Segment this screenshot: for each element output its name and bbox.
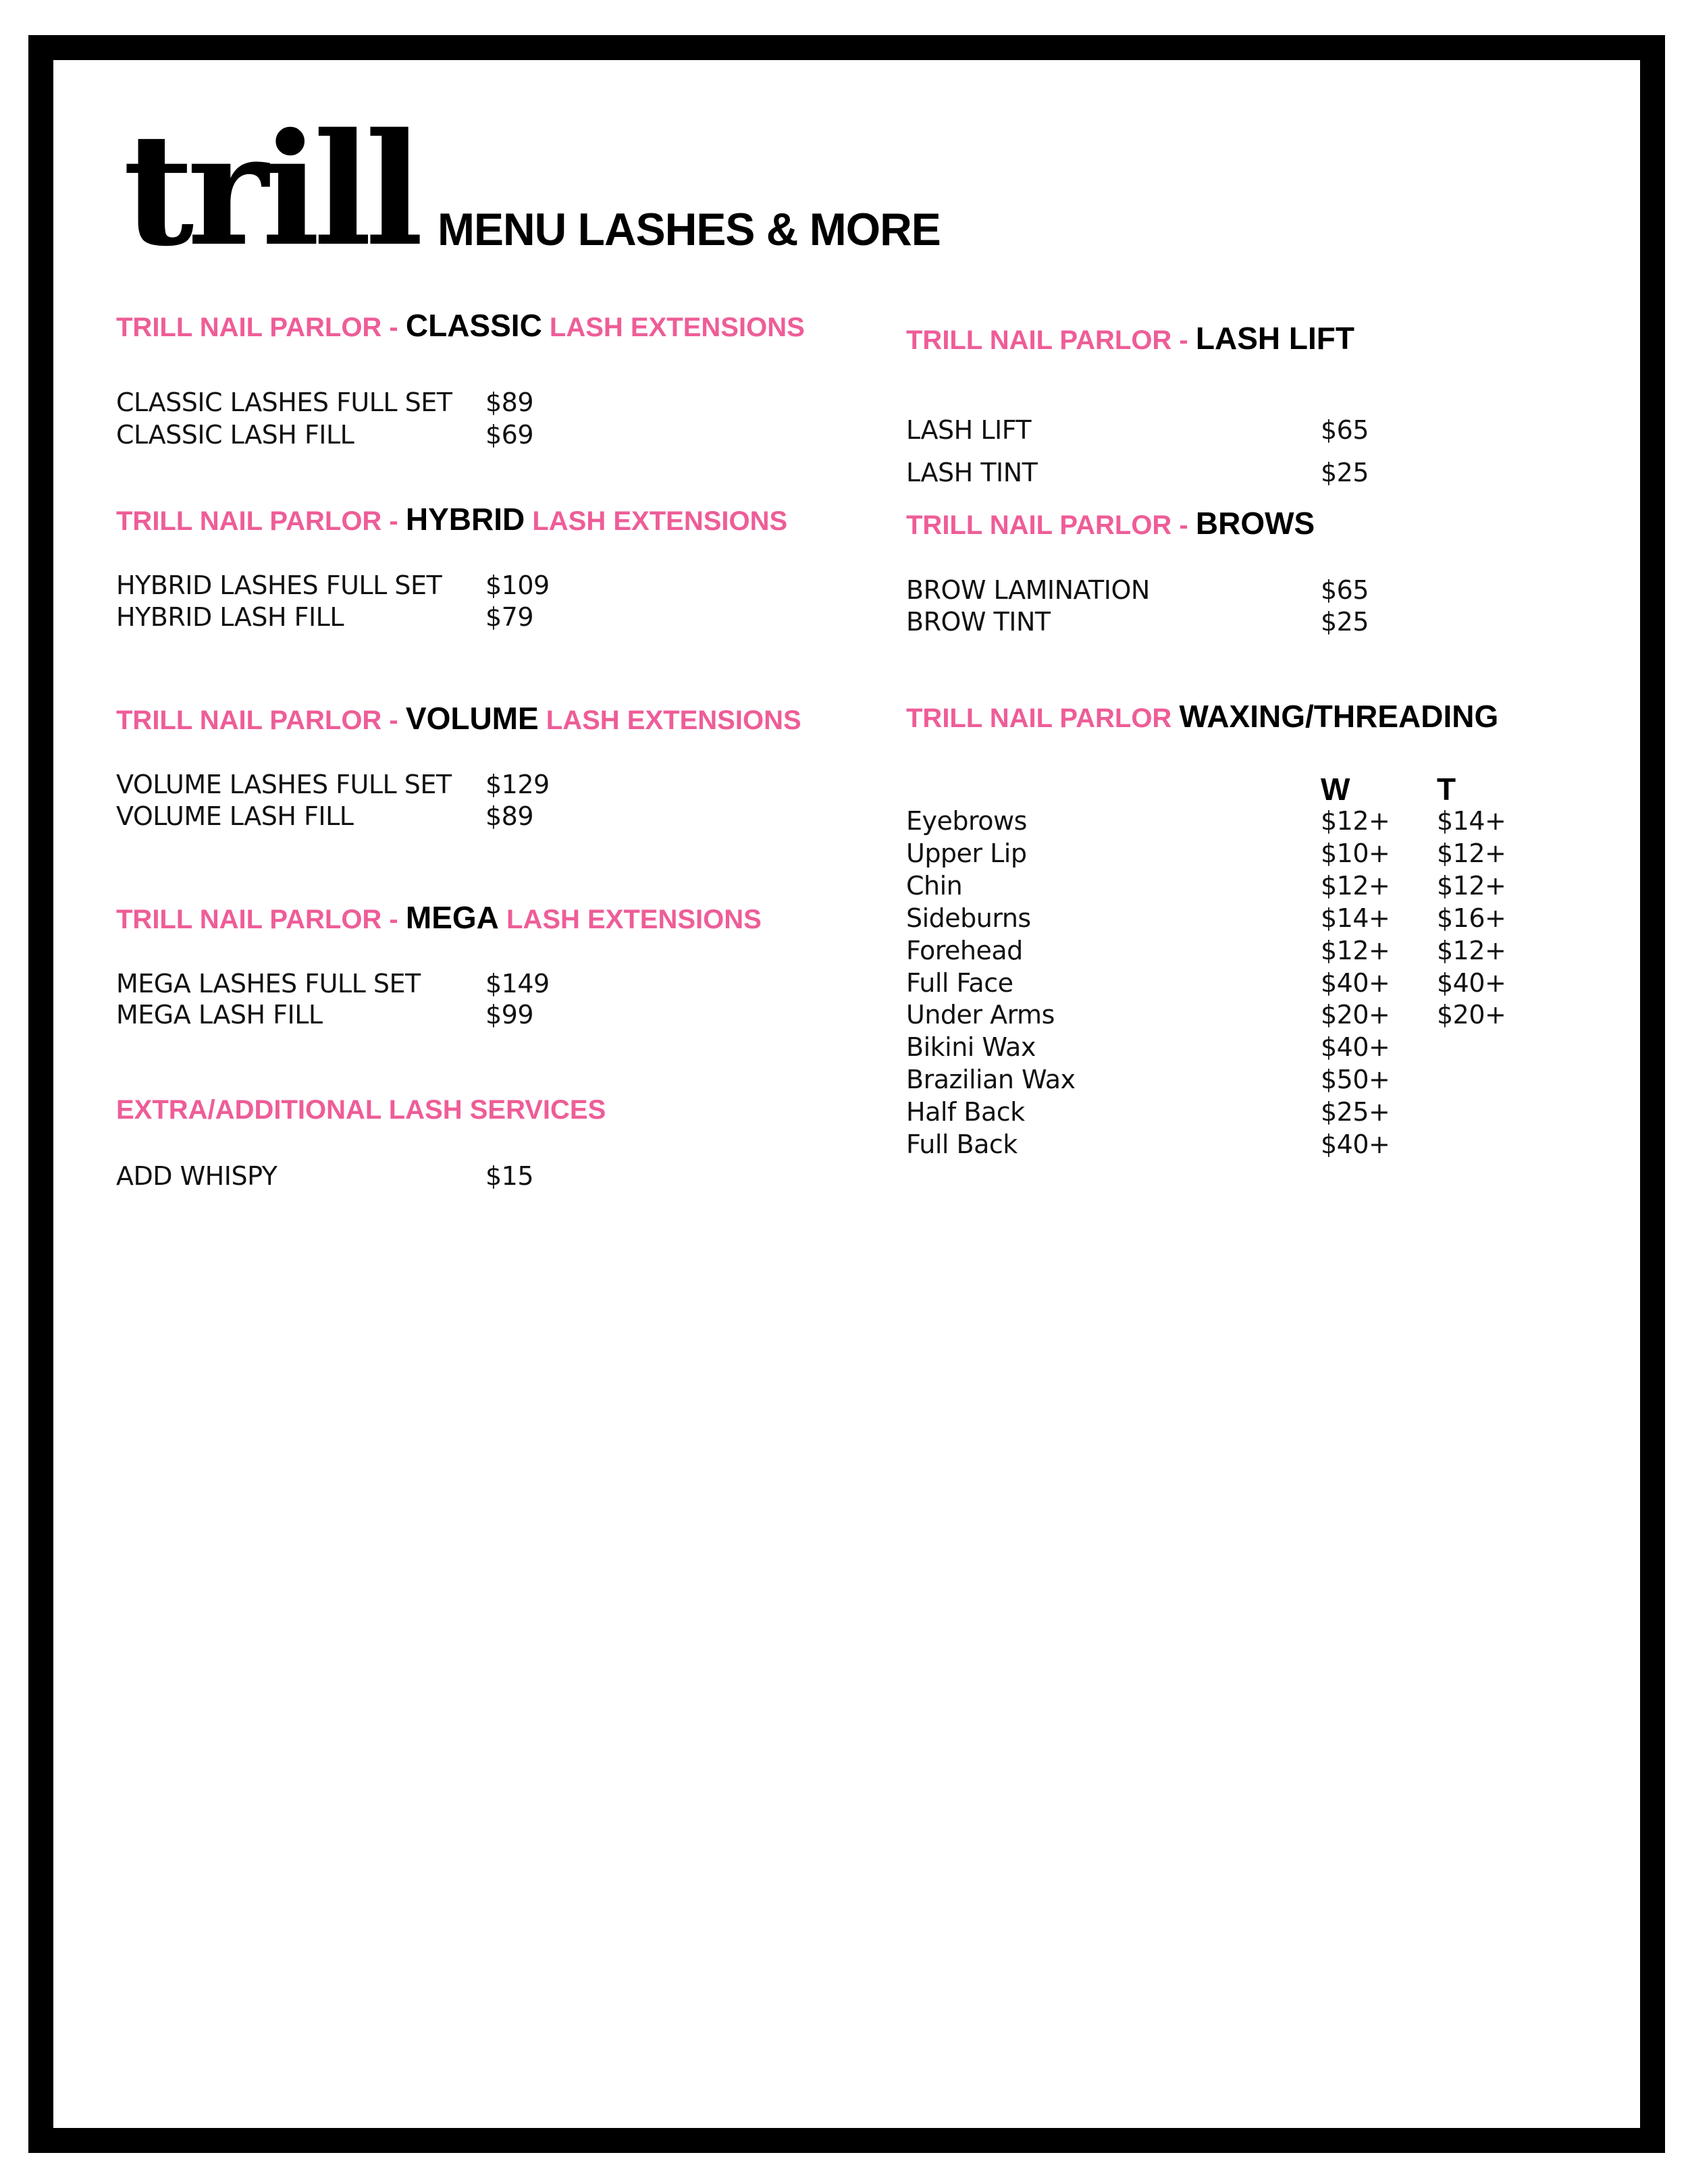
waxing-service-name: Eyebrows — [906, 806, 1027, 836]
waxing-service-name: Forehead — [906, 936, 1023, 965]
header-prefix: TRILL NAIL PARLOR - — [906, 325, 1188, 355]
header-prefix: TRILL NAIL PARLOR - — [116, 313, 398, 342]
service-name: VOLUME LASHES FULL SET — [116, 770, 452, 799]
service-price: $15 — [485, 1161, 534, 1191]
section-header-hybrid — [116, 504, 787, 535]
waxing-price-wax: $10+ — [1321, 838, 1390, 868]
header-prefix: EXTRA/ADDITIONAL LASH SERVICES — [116, 1095, 606, 1125]
service-price: $99 — [485, 1000, 534, 1030]
waxing-price-thread: $12+ — [1437, 838, 1506, 868]
section-header-lash-lift — [906, 323, 1354, 354]
header-suffix: LASH EXTENSIONS — [532, 506, 788, 536]
waxing-price-wax: $50+ — [1321, 1065, 1390, 1094]
service-price: $25 — [1321, 458, 1369, 487]
header-prefix: TRILL NAIL PARLOR - — [116, 705, 398, 735]
service-price: $89 — [485, 388, 534, 417]
waxing-price-wax: $12+ — [1321, 806, 1390, 836]
section-header-brows — [906, 508, 1315, 539]
header-highlight: WAXING/THREADING — [1179, 699, 1499, 734]
service-name: HYBRID LASH FILL — [116, 602, 344, 632]
section-header-mega — [116, 902, 762, 933]
waxing-price-thread: $12+ — [1437, 871, 1506, 901]
column-header-wax: W — [1321, 772, 1350, 807]
waxing-service-name: Chin — [906, 871, 963, 901]
header-prefix: TRILL NAIL PARLOR - — [906, 510, 1188, 540]
header-suffix: LASH EXTENSIONS — [549, 313, 805, 342]
brand-logo: trill — [123, 99, 417, 280]
waxing-price-wax: $20+ — [1321, 1000, 1390, 1030]
service-name: HYBRID LASHES FULL SET — [116, 570, 442, 600]
header-highlight: HYBRID — [405, 502, 525, 537]
waxing-price-wax: $14+ — [1321, 903, 1390, 933]
service-price: $25 — [1321, 607, 1369, 637]
service-price: $69 — [485, 420, 534, 450]
waxing-price-thread: $14+ — [1437, 806, 1506, 836]
service-name: VOLUME LASH FILL — [116, 801, 354, 831]
page-border — [28, 35, 1665, 2153]
waxing-service-name: Upper Lip — [906, 838, 1027, 868]
waxing-service-name: Half Back — [906, 1097, 1025, 1127]
header-highlight: MEGA — [405, 900, 499, 935]
header-highlight: LASH LIFT — [1195, 321, 1354, 356]
service-price: $65 — [1321, 415, 1369, 445]
header-suffix: LASH EXTENSIONS — [506, 905, 762, 934]
section-header-waxing — [906, 701, 1498, 732]
column-header-thread: T — [1437, 772, 1456, 807]
waxing-price-wax: $40+ — [1321, 968, 1390, 998]
waxing-price-thread: $20+ — [1437, 1000, 1506, 1030]
page-title: MENU LASHES & MORE — [438, 204, 941, 255]
waxing-price-wax: $12+ — [1321, 871, 1390, 901]
service-price: $79 — [485, 602, 534, 632]
service-name: LASH LIFT — [906, 415, 1032, 445]
waxing-service-name: Sideburns — [906, 903, 1031, 933]
service-name: MEGA LASHES FULL SET — [116, 969, 421, 998]
waxing-price-thread: $12+ — [1437, 936, 1506, 965]
waxing-service-name: Bikini Wax — [906, 1032, 1036, 1062]
waxing-price-thread: $40+ — [1437, 968, 1506, 998]
waxing-price-wax: $40+ — [1321, 1032, 1390, 1062]
waxing-service-name: Brazilian Wax — [906, 1065, 1076, 1094]
service-name: MEGA LASH FILL — [116, 1000, 323, 1030]
service-name: LASH TINT — [906, 458, 1038, 487]
section-header-classic — [116, 310, 805, 341]
header-highlight: BROWS — [1195, 506, 1315, 541]
service-name: BROW TINT — [906, 607, 1051, 637]
section-header-extra — [116, 1096, 606, 1123]
waxing-price-wax: $12+ — [1321, 936, 1390, 965]
service-name: ADD WHISPY — [116, 1161, 278, 1191]
header-highlight: VOLUME — [405, 701, 539, 736]
header-prefix: TRILL NAIL PARLOR - — [116, 905, 398, 934]
service-price: $129 — [485, 770, 550, 799]
header-suffix: LASH EXTENSIONS — [546, 705, 801, 735]
section-header-volume — [116, 703, 801, 734]
service-price: $89 — [485, 801, 534, 831]
service-price: $65 — [1321, 575, 1369, 605]
waxing-price-thread: $16+ — [1437, 903, 1506, 933]
waxing-service-name: Full Face — [906, 968, 1013, 998]
service-price: $149 — [485, 969, 550, 998]
header-prefix: TRILL NAIL PARLOR — [906, 703, 1172, 733]
waxing-service-name: Full Back — [906, 1129, 1018, 1159]
service-name: BROW LAMINATION — [906, 575, 1150, 605]
waxing-price-wax: $25+ — [1321, 1097, 1390, 1127]
waxing-service-name: Under Arms — [906, 1000, 1055, 1030]
waxing-price-wax: $40+ — [1321, 1129, 1390, 1159]
header-prefix: TRILL NAIL PARLOR - — [116, 506, 398, 536]
service-name: CLASSIC LASH FILL — [116, 420, 354, 450]
header-highlight: CLASSIC — [405, 308, 542, 343]
service-name: CLASSIC LASHES FULL SET — [116, 388, 452, 417]
service-price: $109 — [485, 570, 550, 600]
